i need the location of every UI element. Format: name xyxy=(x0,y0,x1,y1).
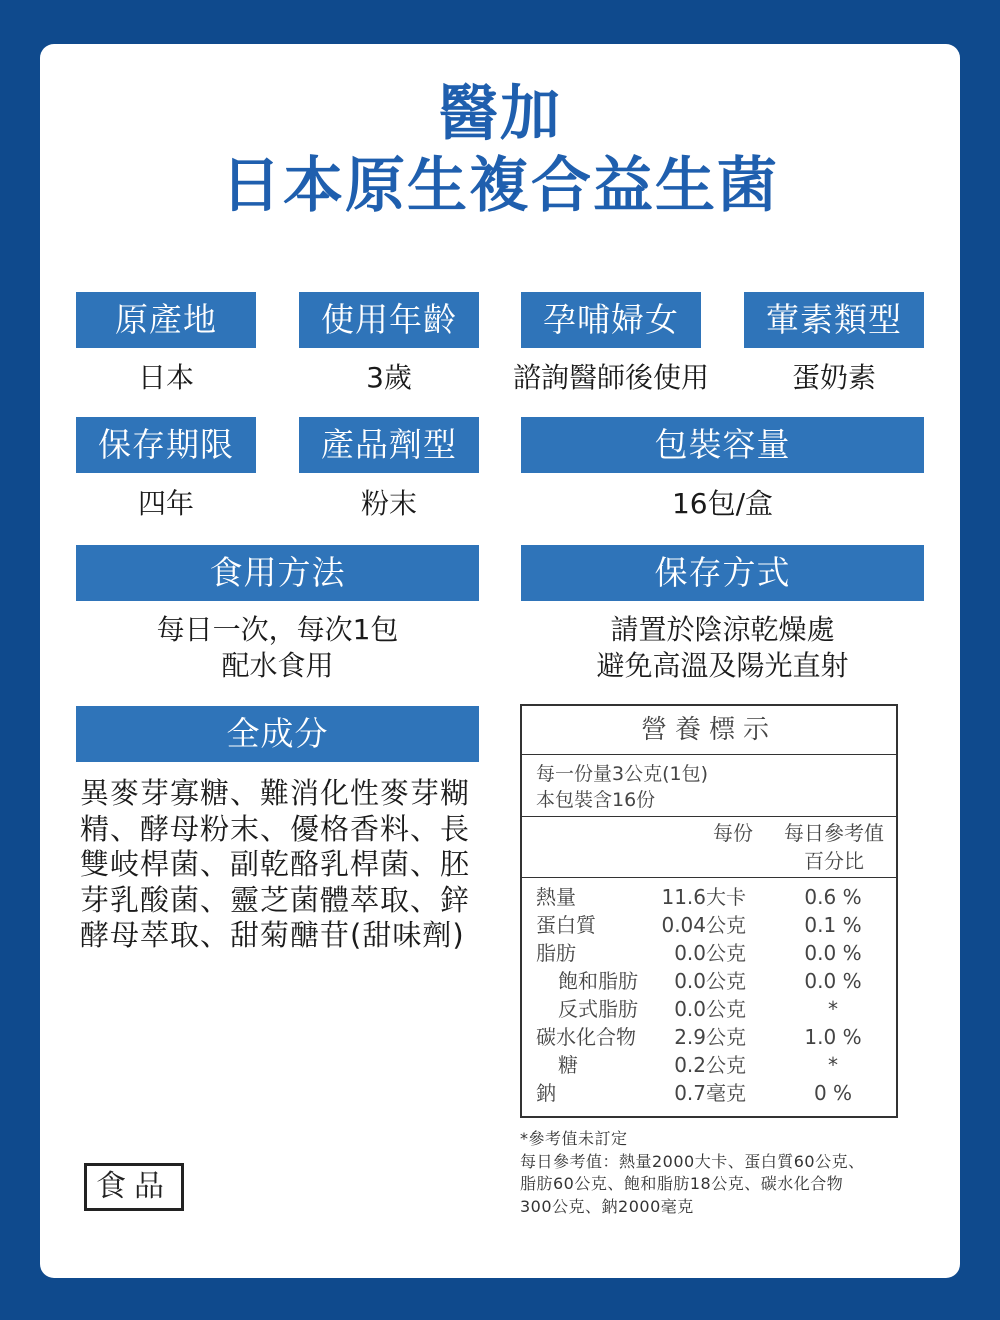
nutrition-row xyxy=(522,1051,896,1079)
nutrient-name: 蛋白質 xyxy=(536,913,596,937)
storage-line1: 請置於陰涼乾燥處 xyxy=(610,613,835,646)
brand-title: 醫加 xyxy=(438,79,562,149)
storage-line2: 避免高溫及陽光直射 xyxy=(596,649,849,682)
origin-value: 日本 xyxy=(137,361,194,394)
footnote-line: 300公克、鈉2000毫克 xyxy=(520,1196,694,1216)
nutrition-row xyxy=(522,883,896,911)
per-serving-header: 每份 xyxy=(713,821,753,845)
nutrient-percent: * xyxy=(828,1053,838,1077)
nutrient-percent: 0.1 % xyxy=(804,913,862,937)
shelf-life-header: 保存期限 xyxy=(76,417,256,473)
nutrient-percent: 0 % xyxy=(813,1081,853,1105)
nutrient-value: 11.6大卡 xyxy=(661,885,746,909)
nutrient-name: 鈉 xyxy=(536,1081,556,1105)
product-title: 日本原生複合益生菌 xyxy=(221,151,779,221)
package-value: 16包/盒 xyxy=(671,487,774,520)
usage-header: 食用方法 xyxy=(76,545,479,601)
nutrient-name: 飽和脂肪 xyxy=(558,969,638,993)
nutrient-name: 反式脂肪 xyxy=(558,997,638,1021)
nutrient-percent: 0.6 % xyxy=(804,885,862,909)
package-header: 包裝容量 xyxy=(521,417,924,473)
nutrient-name: 脂肪 xyxy=(536,941,576,965)
nutrient-name: 熱量 xyxy=(536,885,576,909)
footnote-line: *參考值未訂定 xyxy=(520,1129,628,1148)
nutrition-row xyxy=(522,939,896,967)
servings-per-package: 本包裝含16份 xyxy=(536,789,656,811)
usage-line1: 每日一次，每次1包 xyxy=(156,613,399,646)
ingredients-header: 全成分 xyxy=(76,706,479,762)
veg-type-header: 葷素類型 xyxy=(744,292,924,348)
nutrition-title: 營養標示 xyxy=(522,706,896,755)
pregnant-value: 諮詢醫師後使用 xyxy=(512,361,709,394)
nutrition-footnote xyxy=(520,1128,920,1218)
nutrient-value: 2.9公克 xyxy=(674,1025,746,1049)
nutrient-percent: 0.0 % xyxy=(804,969,862,993)
nutrient-value: 0.0公克 xyxy=(674,941,746,965)
nutrition-rows xyxy=(522,878,896,1107)
pregnant-header: 孕哺婦女 xyxy=(521,292,701,348)
form-value: 粉末 xyxy=(360,487,417,520)
nutrition-row xyxy=(522,1023,896,1051)
nutrient-value: 0.0公克 xyxy=(674,997,746,1021)
nutrition-row xyxy=(522,967,896,995)
daily-value-header-line1: 每日參考值 xyxy=(784,821,884,845)
food-category-stamp: 食品 xyxy=(84,1163,184,1211)
nutrition-row xyxy=(522,1079,896,1107)
nutrient-percent: * xyxy=(828,997,838,1021)
nutrient-value: 0.7毫克 xyxy=(674,1081,746,1105)
footnote-line: 每日參考值：熱量2000大卡、蛋白質60公克、 xyxy=(520,1151,865,1171)
nutrient-value: 0.04公克 xyxy=(661,913,746,937)
veg-type-value: 蛋奶素 xyxy=(791,361,876,394)
usage-line2: 配水食用 xyxy=(221,649,334,682)
footnote-line: 脂肪60公克、飽和脂肪18公克、碳水化合物 xyxy=(520,1174,844,1193)
nutrient-name: 糖 xyxy=(558,1053,578,1077)
ingredients-text: 異麥芽寡糖、難消化性麥芽糊精、酵母粉末、優格香料、長雙岐桿菌、副乾酪乳桿菌、胚芽乳酸菌、靈芝菌體萃取、鋅酵母萃取、甜菊醣苷(甜味劑) xyxy=(80,776,471,952)
daily-value-header xyxy=(774,819,894,875)
nutrient-name: 碳水化合物 xyxy=(536,1025,636,1049)
nutrient-percent: 1.0 % xyxy=(804,1025,862,1049)
age-value: 3歲 xyxy=(366,361,412,394)
storage-header: 保存方式 xyxy=(521,545,924,601)
nutrition-table xyxy=(520,704,898,1118)
serving-size: 每一份量3公克(1包) xyxy=(536,763,709,785)
nutrient-value: 0.2公克 xyxy=(674,1053,746,1077)
nutrient-percent: 0.0 % xyxy=(804,941,862,965)
origin-header: 原產地 xyxy=(76,292,256,348)
nutrition-serving xyxy=(522,755,896,817)
nutrition-row xyxy=(522,995,896,1023)
nutrient-value: 0.0公克 xyxy=(674,969,746,993)
shelf-life-value: 四年 xyxy=(137,487,194,520)
age-header: 使用年齡 xyxy=(299,292,479,348)
nutrition-column-headers xyxy=(522,817,896,878)
form-header: 產品劑型 xyxy=(299,417,479,473)
daily-value-header-line2: 百分比 xyxy=(804,849,864,873)
nutrition-row xyxy=(522,911,896,939)
